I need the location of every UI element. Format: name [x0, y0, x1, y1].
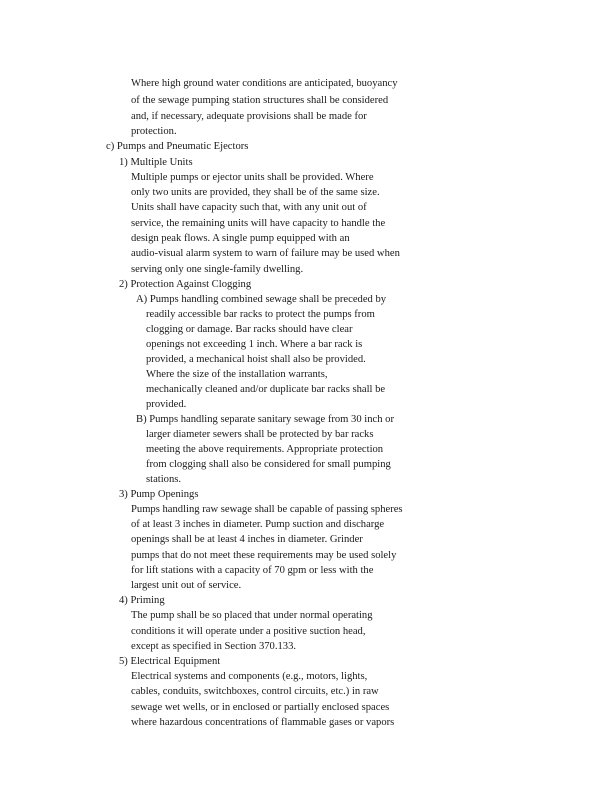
text-line: stations.: [146, 474, 182, 485]
text-line: of at least 3 inches in diameter. Pump suction and discharge: [131, 519, 385, 530]
text-line: provided.: [146, 399, 187, 410]
text-line: meeting the above requirements. Appropriate protection: [146, 444, 384, 455]
text-line: readily accessible bar racks to protect the pumps from: [146, 309, 375, 320]
text-line: larger diameter sewers shall be protected by bar racks: [146, 429, 374, 440]
text-line: Multiple pumps or ejector units shall be provided. Where: [131, 172, 374, 183]
text-line: clogging or damage. Bar racks should have clear: [146, 324, 353, 335]
text-line: audio-visual alarm system to warn of failure may be used when: [131, 248, 400, 259]
subsection-heading-5: 5) Electrical Equipment: [119, 656, 221, 667]
text-line: mechanically cleaned and/or duplicate bar racks shall be: [146, 384, 386, 395]
text-line: Units shall have capacity such that, with any unit out of: [131, 202, 367, 213]
text-line: for lift stations with a capacity of 70 gpm or less with the: [131, 565, 374, 576]
text-line: of the sewage pumping station structures shall be considered: [131, 95, 389, 106]
text-line: Where the size of the installation warrants,: [146, 369, 328, 380]
text-line: from clogging shall also be considered for small pumping: [146, 459, 391, 470]
item-a: A) Pumps handling combined sewage shall be preceded by: [136, 294, 387, 305]
text-line: Pumps handling raw sewage shall be capable of passing spheres: [131, 504, 403, 515]
subsection-heading-2: 2) Protection Against Clogging: [119, 279, 252, 290]
text-line: openings not exceeding 1 inch. Where a bar rack is: [146, 339, 363, 350]
text-line: Where high ground water conditions are anticipated, buoyancy: [131, 78, 398, 89]
text-line: design peak flows. A single pump equipped with an: [131, 233, 350, 244]
text-line: openings shall be at least 4 inches in diameter. Grinder: [131, 534, 363, 545]
text-line: only two units are provided, they shall be of the same size.: [131, 187, 380, 198]
text-line: protection.: [131, 126, 177, 137]
text-line: conditions it will operate under a positive suction head,: [131, 626, 366, 637]
text-line: provided, a mechanical hoist shall also be provided.: [146, 354, 366, 365]
text-line: and, if necessary, adequate provisions shall be made for: [131, 111, 367, 122]
text-line: service, the remaining units will have capacity to handle the: [131, 218, 386, 229]
text-line: The pump shall be so placed that under normal operating: [131, 610, 373, 621]
section-heading-c: c) Pumps and Pneumatic Ejectors: [106, 141, 249, 152]
text-line: serving only one single-family dwelling.: [131, 264, 304, 275]
text-line: pumps that do not meet these requirements may be used solely: [131, 550, 397, 561]
subsection-heading-3: 3) Pump Openings: [119, 489, 199, 500]
text-line: except as specified in Section 370.133.: [131, 641, 297, 652]
subsection-heading-4: 4) Priming: [119, 595, 165, 606]
item-b: B) Pumps handling separate sanitary sewage from 30 inch or: [136, 414, 395, 425]
subsection-heading-1: 1) Multiple Units: [119, 157, 193, 168]
text-line: where hazardous concentrations of flammable gases or vapors: [131, 717, 395, 728]
text-line: Electrical systems and components (e.g., motors, lights,: [131, 671, 368, 682]
text-line: sewage wet wells, or in enclosed or partially enclosed spaces: [131, 702, 390, 713]
text-line: cables, conduits, switchboxes, control circuits, etc.) in raw: [131, 686, 379, 697]
text-line: largest unit out of service.: [131, 580, 242, 591]
